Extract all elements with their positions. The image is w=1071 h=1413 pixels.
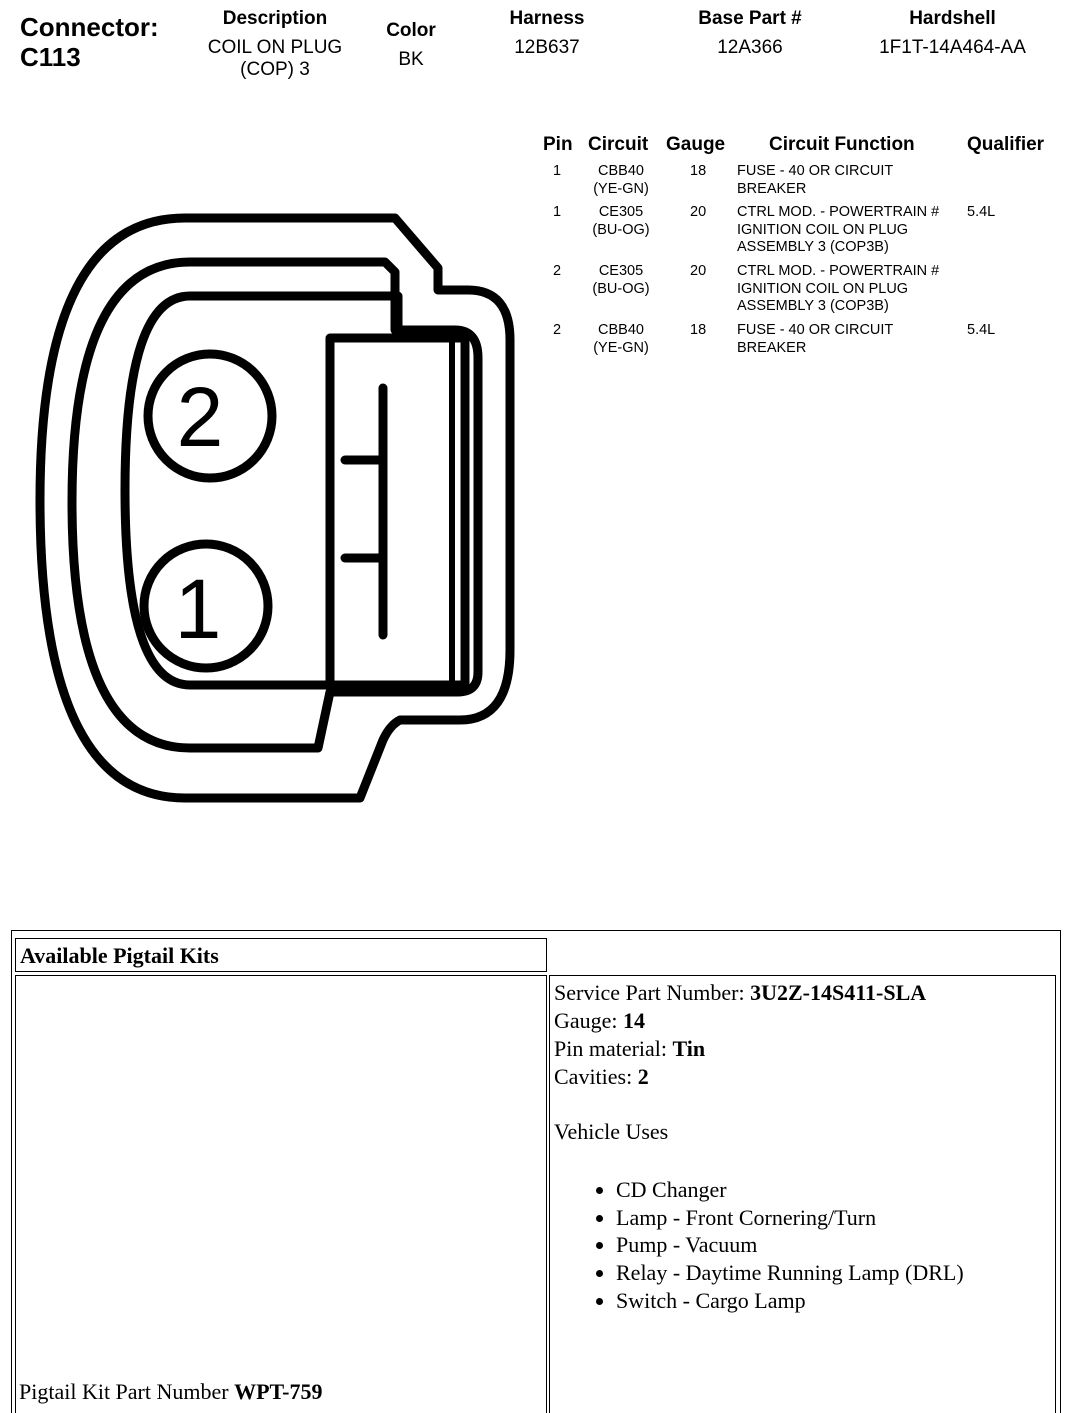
row3-function-line1: CTRL MOD. - POWERTRAIN #	[737, 263, 940, 279]
gauge-line	[554, 1007, 964, 1035]
row4-gauge: 18	[690, 322, 707, 338]
pin-material-line	[554, 1035, 964, 1063]
vehicle-uses-list	[554, 1176, 964, 1315]
vehicle-use-item: • Switch - Cargo Lamp	[616, 1287, 964, 1315]
row4-circuit	[580, 322, 662, 357]
row3-function-line2: IGNITION COIL ON PLUG	[737, 280, 909, 297]
hardshell-value: 1F1T-14A464-AA	[879, 37, 1026, 58]
connector-title	[20, 12, 159, 72]
row4-function-line1: FUSE - 40 OR CIRCUIT	[737, 322, 894, 338]
row1-function	[737, 163, 893, 198]
base-part-label: Base Part #	[698, 8, 802, 29]
qualifier-header: Qualifier	[967, 134, 1045, 155]
harness-column	[487, 8, 607, 59]
circuit-function-header: Circuit Function	[769, 134, 915, 155]
row3-circuit-color: (BU-OG)	[592, 280, 650, 297]
gauge-value: 14	[623, 1008, 646, 1033]
row4-pin: 2	[553, 322, 562, 338]
description-line1: COIL ON PLUG	[207, 37, 343, 58]
row4-circuit-id: CBB40	[598, 322, 644, 338]
harness-value: 12B637	[514, 37, 580, 58]
row4-function-line2: BREAKER	[737, 339, 807, 356]
circuit-header: Circuit	[588, 134, 649, 155]
row2-circuit-color: (BU-OG)	[592, 221, 650, 238]
row1-circuit	[580, 163, 662, 198]
vehicle-use-item: • Lamp - Front Cornering/Turn	[616, 1204, 964, 1232]
row2-function-line2: IGNITION COIL ON PLUG	[737, 221, 909, 238]
kit-part-value: WPT-759	[234, 1379, 323, 1404]
connector-label: Connector:	[20, 12, 159, 42]
row1-function-line2: BREAKER	[737, 180, 807, 197]
pin-header: Pin	[543, 134, 573, 155]
hardshell-label: Hardshell	[909, 8, 996, 29]
row1-function-line1: FUSE - 40 OR CIRCUIT	[737, 163, 894, 179]
kit-part-label: Pigtail Kit Part Number	[19, 1379, 229, 1404]
color-value: BK	[398, 49, 424, 70]
pigtail-title-box	[15, 938, 547, 972]
row2-circuit-id: CE305	[598, 204, 644, 220]
row3-function	[737, 263, 939, 316]
pin-material-value: Tin	[672, 1036, 706, 1061]
connector-face-diagram	[0, 180, 530, 820]
row4-qualifier: 5.4L	[967, 322, 996, 338]
row3-gauge: 20	[690, 263, 707, 279]
connector-latch	[330, 338, 465, 685]
pigtail-details	[554, 979, 964, 1315]
gauge-header: Gauge	[666, 134, 726, 155]
row2-qualifier: 5.4L	[967, 204, 996, 220]
row4-circuit-color: (YE-GN)	[593, 339, 649, 356]
row2-function	[737, 204, 939, 257]
hardshell-column	[855, 8, 1050, 59]
color-column	[370, 20, 452, 71]
pin-material-label: Pin material:	[554, 1036, 668, 1061]
color-label: Color	[386, 20, 436, 41]
row3-circuit	[580, 263, 662, 298]
row2-pin: 1	[553, 204, 562, 220]
gauge-label: Gauge:	[554, 1008, 618, 1033]
row2-gauge: 20	[690, 204, 707, 220]
description-label: Description	[222, 8, 328, 29]
row2-function-line3: ASSEMBLY 3 (COP3B)	[737, 239, 889, 255]
row2-circuit	[580, 204, 662, 239]
row1-circuit-color: (YE-GN)	[593, 180, 649, 197]
kit-part-number	[19, 1378, 323, 1406]
base-part-column	[680, 8, 820, 59]
cavities-line	[554, 1063, 964, 1091]
connector-id: C113	[20, 42, 81, 72]
harness-label: Harness	[509, 8, 585, 29]
row4-function	[737, 322, 893, 357]
row1-gauge: 18	[690, 163, 707, 179]
description-column	[185, 8, 365, 81]
row1-circuit-id: CBB40	[598, 163, 644, 179]
cavities-label: Cavities:	[554, 1064, 633, 1089]
row3-pin: 2	[553, 263, 562, 279]
cavities-value: 2	[637, 1064, 649, 1089]
vehicle-uses-label: Vehicle Uses	[554, 1119, 669, 1144]
service-part-line	[554, 979, 964, 1007]
cavity-2-label: 2	[176, 370, 224, 464]
description-line2: (COP) 3	[240, 59, 310, 80]
base-part-value: 12A366	[717, 37, 783, 58]
vehicle-use-item: • Relay - Daytime Running Lamp (DRL)	[616, 1259, 964, 1287]
vehicle-use-item: • CD Changer	[616, 1176, 964, 1204]
vehicle-use-item: • Pump - Vacuum	[616, 1231, 964, 1259]
service-part-label: Service Part Number:	[554, 980, 745, 1005]
row1-pin: 1	[553, 163, 562, 179]
row3-circuit-id: CE305	[598, 263, 644, 279]
pigtail-image-box	[15, 975, 547, 1413]
row2-function-line1: CTRL MOD. - POWERTRAIN #	[737, 204, 940, 220]
cavity-1-label: 1	[174, 562, 222, 656]
service-part-value: 3U2Z-14S411-SLA	[750, 980, 927, 1005]
pigtail-title: Available Pigtail Kits	[20, 943, 219, 968]
row3-function-line3: ASSEMBLY 3 (COP3B)	[737, 298, 889, 314]
pigtail-details-box	[549, 975, 1056, 1413]
